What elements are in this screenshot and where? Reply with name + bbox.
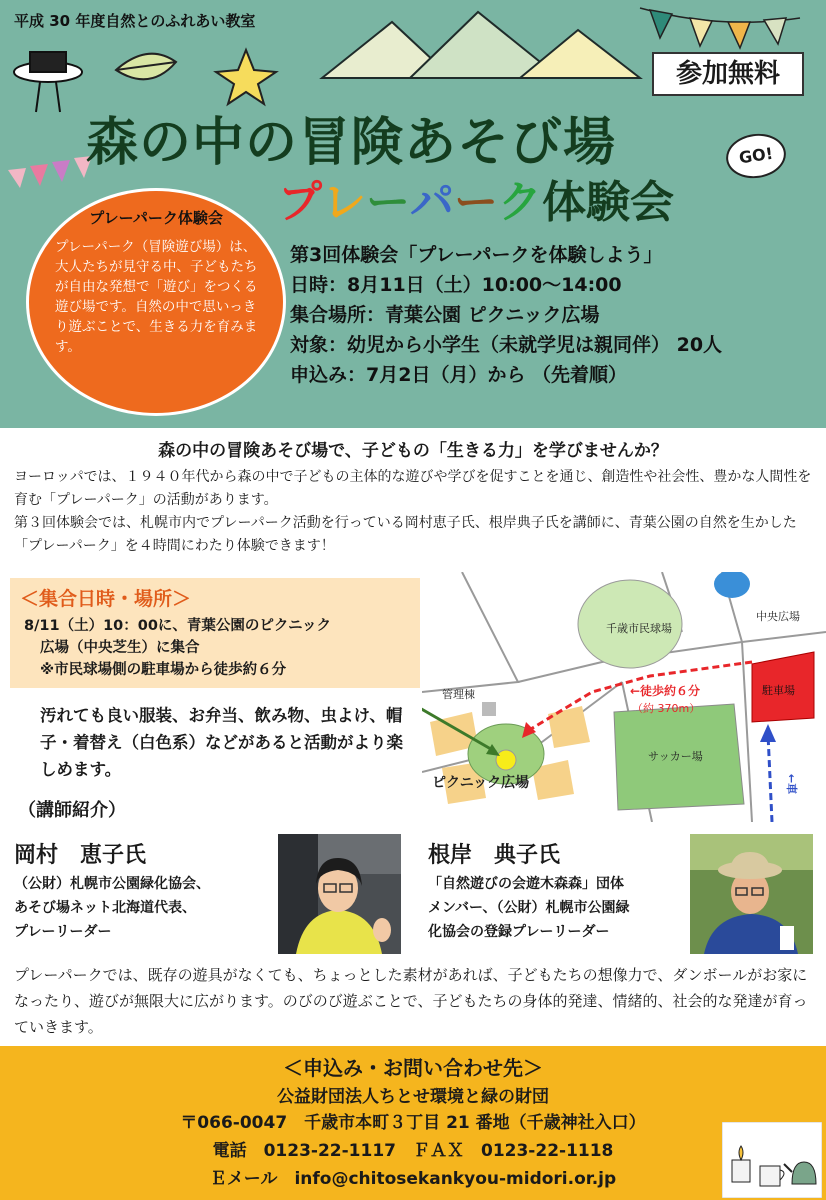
- meeting-heading: ＜集合日時・場所＞: [20, 588, 192, 610]
- subtitle-letter: ー: [366, 177, 410, 228]
- subtitle-letter: ー: [454, 177, 498, 228]
- event-place: 集合場所：青葉公園 ピクニック広場: [290, 304, 600, 326]
- free-admission-badge: 参加無料: [652, 52, 804, 96]
- instructor-2-line-2: メンバー、（公財）札幌市公園緑: [428, 900, 630, 916]
- page-subtitle: [278, 166, 674, 230]
- person-photo-icon: [278, 834, 401, 954]
- mountain-icon: [322, 12, 640, 78]
- header-banner: [0, 0, 826, 428]
- hat-icon: [14, 52, 82, 112]
- instructor-1-description: [14, 872, 210, 944]
- event-session: 第3回体験会「プレーパークを体験しよう」: [290, 244, 663, 266]
- map-label-walk-distance: （約 370m）: [632, 702, 701, 715]
- bunting-icon: [640, 8, 800, 48]
- park-map: [422, 572, 826, 822]
- instructors-heading: （講師紹介）: [18, 800, 126, 821]
- meeting-line-2: 広場（中央芝生）に集合: [40, 640, 200, 656]
- leaf-icon: [116, 54, 176, 80]
- intro-paragraph-2: 第３回体験会では、札幌市内でプレーパーク活動を行っている岡村恵子氏、根岸典子氏を講師に、青葉公園の自然を生かした「プレーパーク」を４時間にわたり体験できます！: [14, 515, 797, 554]
- map-label-picnic: ピクニック広場: [432, 775, 530, 791]
- page-title: 森の中の冒険あそび場: [86, 113, 617, 173]
- event-application: 申込み：7月2日（月）から （先着順）: [290, 364, 628, 386]
- go-speech-bubble: GO!: [723, 130, 789, 182]
- instructor-1-photo: [278, 834, 401, 954]
- instructor-1-line-3: プレーリーダー: [14, 924, 112, 940]
- bunting-left-icon: [8, 156, 92, 188]
- instructor-2-name: 根岸 典子氏: [428, 843, 561, 868]
- about-circle: [26, 188, 286, 416]
- event-info: [290, 240, 722, 390]
- meeting-line-3: ※市民球場側の駐車場から徒歩約６分: [40, 662, 287, 678]
- star-icon: [216, 50, 276, 104]
- about-title: プレーパーク体験会: [89, 209, 223, 227]
- contact-footer: [0, 1046, 826, 1200]
- instructor-2-photo: [690, 834, 813, 954]
- map-label-walk: ←徒歩約６分: [630, 684, 701, 698]
- map-label-central-plaza: 中央広場: [756, 610, 800, 623]
- about-body: プレーパーク（冒険遊び場）は、大人たちが見守る中、子どもたちが自由な発想で「遊び」をつくる遊び場です。自然の中で思いっきり遊ぶことで、生きる力を育みます。: [55, 239, 258, 355]
- subtitle-letter: レ: [322, 177, 366, 228]
- instructor-2-line-3: 化協会の登録プレーリーダー: [428, 924, 610, 940]
- subtitle-letter: ク: [498, 177, 542, 228]
- contact-phone: 電話 0123-22-1117 ＦＡＸ 0123-22-1118: [212, 1141, 614, 1161]
- series-label: 平成 30 年度自然とのふれあい教室: [14, 12, 256, 30]
- subtitle-colored-text: [278, 177, 542, 228]
- belongings-text: 汚れても良い服装、お弁当、飲み物、虫よけ、帽子・着替え（白色系）などがあると活動がより楽しめます。: [40, 706, 403, 779]
- map-label-stadium: 千歳市民球場: [606, 622, 672, 635]
- map-label-management: 管理棟: [442, 688, 475, 701]
- person-photo-icon: [690, 834, 813, 954]
- meeting-line-1: 8/11（土）10：00に、青葉公園のピクニック: [24, 618, 332, 634]
- instructor-2-line-1: 「自然遊びの会遊木森森」団体: [428, 876, 624, 892]
- map-label-soccer: サッカー場: [648, 750, 703, 763]
- contact-email[interactable]: Ｅメール info@chitosekankyou-midori.or.jp: [209, 1169, 617, 1189]
- subtitle-letter: パ: [410, 177, 454, 228]
- contact-heading: ＜申込み・お問い合わせ先＞: [283, 1056, 543, 1080]
- meeting-point-marker: [496, 750, 516, 770]
- event-target: 対象：幼児から小学生（未就学児は親同伴） 20人: [290, 334, 723, 356]
- instructor-1-line-1: （公財）札幌市公園緑化協会、: [14, 876, 210, 892]
- event-datetime: 日時：8月11日（土）10:00～14:00: [290, 274, 622, 296]
- instructor-1-line-2: あそび場ネット北海道代表、: [14, 900, 196, 916]
- contact-organization: 公益財団法人ちとせ環境と緑の財団: [277, 1087, 549, 1107]
- meeting-box: [10, 578, 420, 688]
- intro-paragraph-1: ヨーロッパでは、１９４０年代から森の中で子どもの主体的な遊びや学びを促すことを通じ、創造性や社会性、豊かな人間性を育む「プレーパーク」の活動があります。: [14, 469, 812, 508]
- map-label-parking: 駐車場: [762, 684, 795, 697]
- intro-text: [14, 466, 814, 558]
- lead-question: 森の中の冒険あそび場で、子どもの「生きる力」を学びませんか？: [158, 441, 668, 461]
- map-label-car: ←車: [785, 773, 799, 795]
- instructor-1-name: 岡村 恵子氏: [14, 843, 147, 868]
- candle-cups-icon: [722, 1122, 822, 1198]
- subtitle-suffix: 体験会: [542, 177, 674, 228]
- subtitle-letter: プ: [278, 177, 322, 228]
- instructor-2-description: [428, 872, 629, 944]
- contact-address: 〒066-0047 千歳市本町３丁目 21 番地（千歳神社入口）: [180, 1113, 646, 1133]
- closing-text: プレーパークでは、既存の遊具がなくても、ちょっとした素材があれば、子どもたちの想像力で、ダンボールがお家になったり、遊びが無限大に広がります。のびのび遊ぶことで、子どもたちの身体的発達、情緒的、社会的な発達が育っていきます。: [14, 966, 808, 1036]
